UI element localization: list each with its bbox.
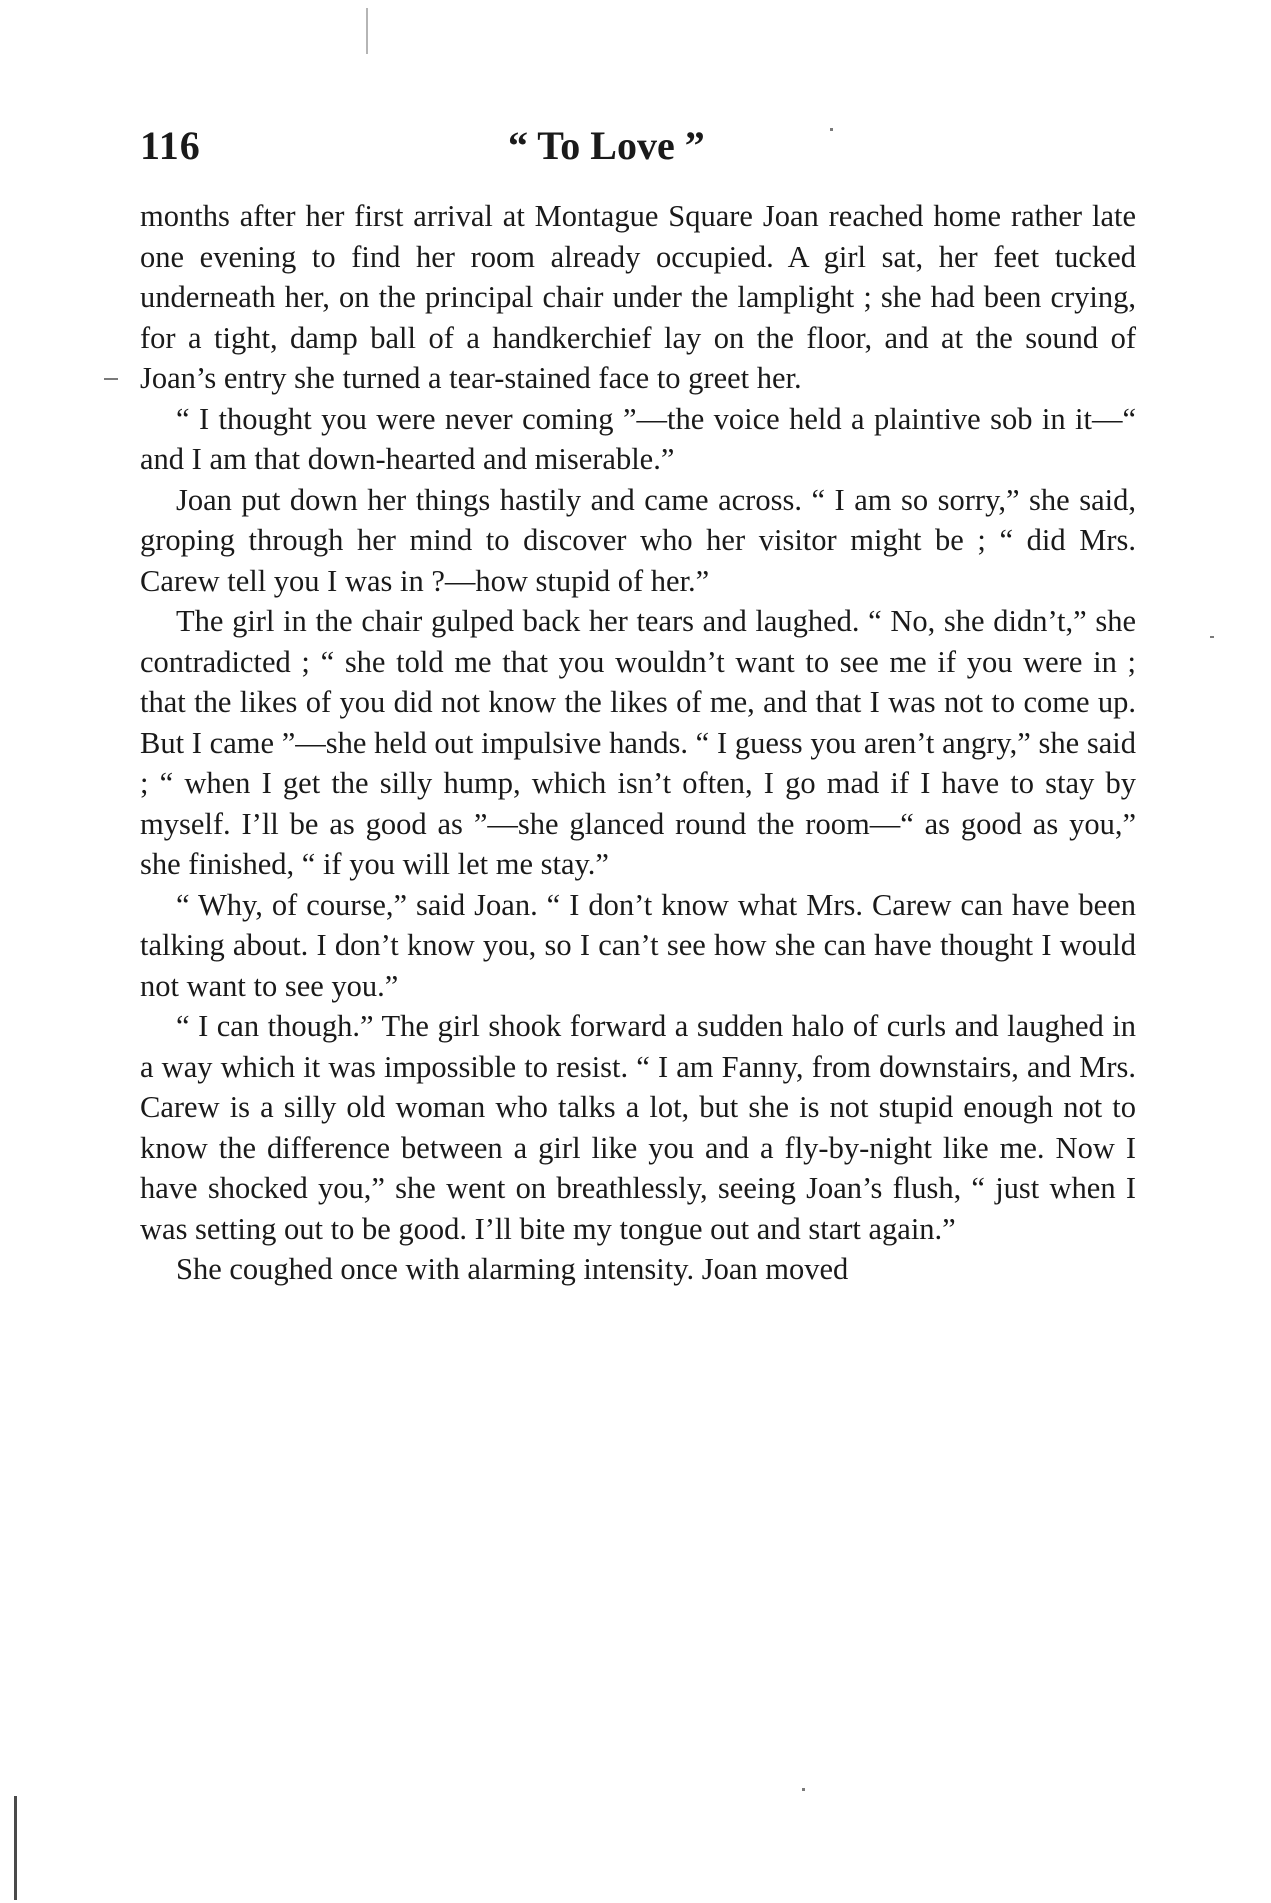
scan-speck <box>366 8 368 54</box>
scan-speck <box>1210 636 1214 638</box>
scan-speck <box>802 1788 805 1791</box>
page-number: 116 <box>140 123 201 168</box>
paragraph: “ I thought you were never coming ”—the voice held a plaintive sob in it—“ and I am that down-hearted and miserable.” <box>140 401 1136 476</box>
running-title: “ To Love ” <box>508 123 705 168</box>
paragraph: She coughed once with alarming intensity. Joan moved <box>176 1252 849 1286</box>
page-header <box>140 118 1140 178</box>
scan-speck <box>14 1796 17 1900</box>
paragraph: months after her first arrival at Montague Square Joan reached home rather late one evening to find her room already occupied. A girl sat, her feet tucked underneath her, on the principal chair under the lamplight ; she had been crying, for a tight, damp ball of a handkerchief lay on the floor, and at the sound of Joan’s entry she turned a tear-stained face to greet her. <box>140 199 1136 395</box>
paragraph: Joan put down her things hastily and came across. “ I am so sorry,” she said, groping through her mind to discover who her visitor might be ; “ did Mrs. Carew tell you I was in ?—how stupid of her.” <box>140 482 1136 598</box>
body-text <box>140 196 1136 1290</box>
scan-speck <box>104 378 118 380</box>
paragraph: “ Why, of course,” said Joan. “ I don’t know what Mrs. Carew can have been talking about. I don’t know you, so I can’t see how she can have thought I would not want to see you.” <box>140 887 1136 1003</box>
paragraph: “ I can though.” The girl shook forward a sudden halo of curls and laughed in a way which it was impossible to resist. “ I am Fanny, from downstairs, and Mrs. Carew is a silly old woman who talks a lot, but she is not stupid enough not to know the difference between a girl like you and a fly-by-night like me. Now I have shocked you,” she went on breathlessly, seeing Joan’s flush, “ just when I was setting out to be good. I’ll bite my tongue out and start again.” <box>140 1009 1136 1246</box>
paragraph: The girl in the chair gulped back her tears and laughed. “ No, she didn’t,” she contradicted ; “ she told me that you wouldn’t want to see me if you were in ; that the likes of you did not know the likes of me, and that I was not to come up. But I came ”—she held out impulsive hands. “ I guess you aren’t angry,” she said ; “ when I get the silly hump, which isn’t often, I go mad if I have to stay by myself. I’ll be as good as ”—she glanced round the room—“ as good as you,” she finished, “ if you will let me stay.” <box>140 604 1136 881</box>
